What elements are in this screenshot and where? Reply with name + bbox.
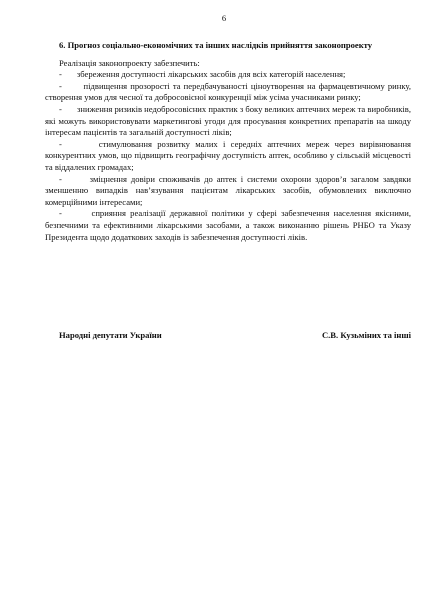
page-number: 6 xyxy=(221,13,227,23)
list-item-1: - збереження доступності лікарських засобів для всіх категорій населення; xyxy=(59,69,346,80)
signature-right: С.В. Кузьміних та інші xyxy=(321,330,411,340)
signature-block xyxy=(59,330,411,340)
section-intro: Реалізація законопроекту забезпечить: xyxy=(59,57,200,68)
list-item-6: - сприяння реалізації державної політики у сфері забезпечення населення якісними, безпечними та ефективними лікарськими засобами, а також виконанню рішень РНБО та Указу Президента щодо додаткових заходів із забезпечення доступності ліків. xyxy=(45,208,411,242)
list-item-3: - зниження ризиків недобросовісних практик з боку великих аптечних мереж та виробників, які можуть використовувати маркетингові угоди для просування конкретних препаратів на шкоду інтересам пацієнтів та загальній доступності ліків; xyxy=(45,103,411,138)
list-item-4: - стимулювання розвитку малих і середніх аптечних мереж через вирівнювання конкурентних умов, що підвищить географічну доступність аптек, особливо у сільській місцевості та віддалених громадах; xyxy=(45,138,411,172)
section-heading: 6. Прогноз соціально-економічних та інших наслідків прийняття законопроекту xyxy=(59,40,373,50)
document-body xyxy=(45,40,411,243)
signature-left: Народні депутати України xyxy=(59,330,162,340)
list-item-5: - зміцнення довіри споживачів до аптек і системи охорони здоров’я загалом завдяки зменшенню випадків нав’язування пацієнтам лікарських засобів, обумовлених виключно комерційними інтересами; xyxy=(45,173,411,207)
list-item-2: - підвищення прозорості та передбачуваності ціноутворення на фармацевтичному ринку, створення умов для чесної та добросовісної конкуренції між усіма учасниками ринку; xyxy=(45,80,411,103)
